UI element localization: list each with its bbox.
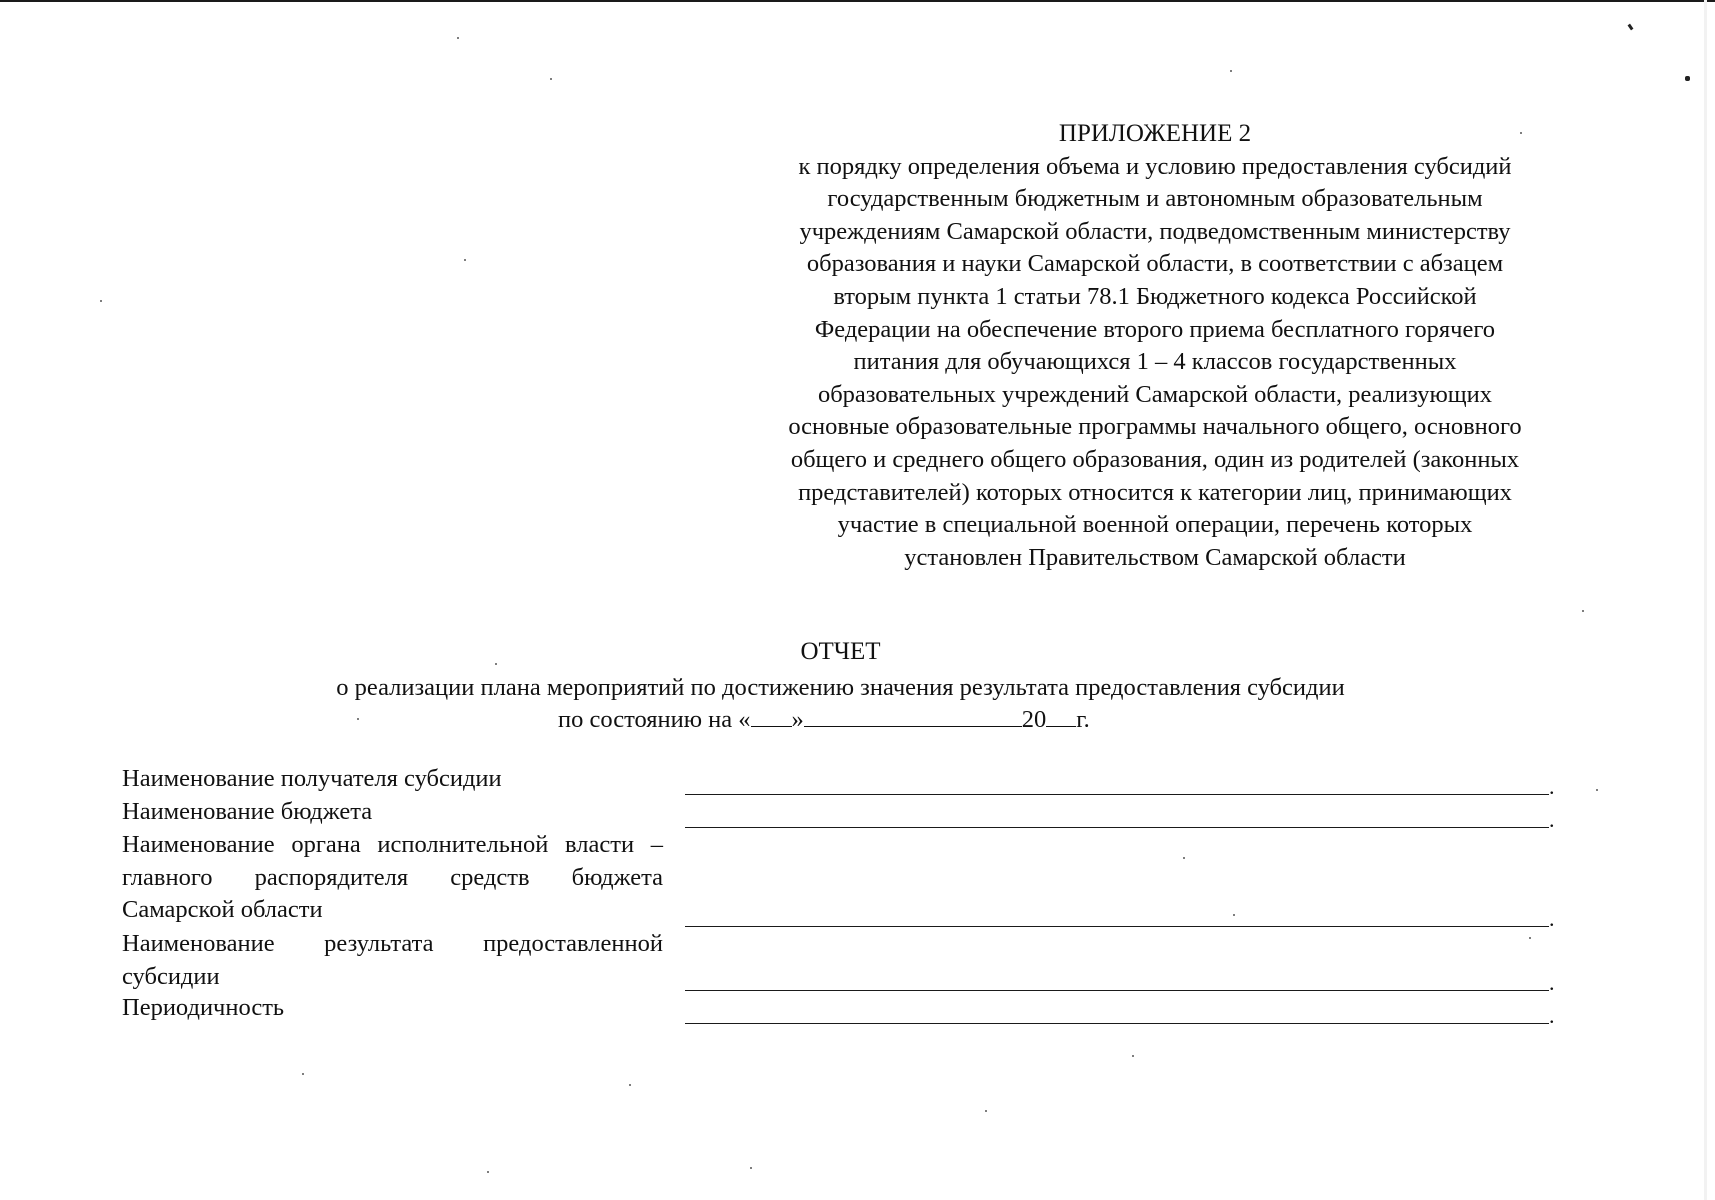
scan-mark bbox=[1628, 24, 1634, 31]
authority-label: Наименование органа исполнительной власти – главного распорядителя средств бюджета Самарской области bbox=[122, 831, 663, 923]
appendix-title: ПРИЛОЖЕНИЕ 2 bbox=[1058, 120, 1252, 147]
report-title: ОТЧЕТ bbox=[800, 638, 881, 665]
appendix-line: образования и науки Самарской области, в соответствии с абзацем bbox=[806, 250, 1504, 278]
appendix-line: участие в специальной военной операции, перечень которых bbox=[837, 511, 1473, 539]
scan-speck bbox=[1132, 1055, 1134, 1057]
scan-speck bbox=[1230, 70, 1232, 72]
scan-mark bbox=[1685, 76, 1690, 81]
appendix-line: учреждениям Самарской области, подведомственным министерству bbox=[799, 217, 1511, 245]
scan-speck bbox=[464, 259, 466, 261]
appendix-line: основные образовательные программы начального общего, основного bbox=[788, 413, 1522, 441]
recipient-label: Наименование получателя субсидии bbox=[122, 765, 502, 792]
authority-fill-line[interactable] bbox=[685, 926, 1549, 927]
appendix-line: представителей) которых относится к категории лиц, принимающих bbox=[798, 478, 1512, 506]
appendix-line: питания для обучающихся 1 – 4 классов государственных bbox=[853, 348, 1457, 376]
scan-speck bbox=[629, 1084, 631, 1086]
authority-line-end: . bbox=[1549, 906, 1555, 931]
scan-speck bbox=[487, 1171, 489, 1173]
periodicity-line-end: . bbox=[1549, 1003, 1555, 1028]
scan-edge bbox=[1704, 0, 1707, 1200]
month-blank[interactable] bbox=[804, 704, 1022, 727]
appendix-line: установлен Правительством Самарской области bbox=[904, 543, 1406, 571]
report-date-line bbox=[558, 704, 1090, 736]
recipient-line-end: . bbox=[1549, 774, 1555, 799]
scan-speck bbox=[1596, 789, 1598, 791]
appendix-line: образовательных учреждений Самарской области, реализующих bbox=[817, 380, 1493, 408]
budget-label: Наименование бюджета bbox=[122, 798, 373, 825]
year-suffix: г. bbox=[1076, 706, 1090, 733]
scan-speck bbox=[302, 1073, 304, 1075]
scan-speck bbox=[985, 1110, 987, 1112]
appendix-header bbox=[700, 118, 1610, 574]
budget-line-end: . bbox=[1549, 807, 1555, 832]
scan-speck bbox=[100, 300, 102, 302]
date-close-quote: » bbox=[791, 706, 804, 733]
appendix-line: вторым пункта 1 статьи 78.1 Бюджетного кодекса Российской bbox=[833, 282, 1477, 310]
result-label: Наименование результата предоставленной субсидии bbox=[122, 930, 663, 990]
appendix-line: государственным бюджетным и автономным образовательным bbox=[827, 185, 1483, 213]
periodicity-fill-line[interactable] bbox=[685, 1023, 1549, 1024]
appendix-line: к порядку определения объема и условию предоставления субсидий bbox=[798, 152, 1512, 180]
periodicity-label: Периодичность bbox=[122, 994, 285, 1021]
page-top-edge bbox=[0, 0, 1715, 2]
scan-speck bbox=[1233, 914, 1235, 916]
result-line-end: . bbox=[1549, 970, 1555, 995]
scan-speck bbox=[1183, 857, 1185, 859]
result-fill-line[interactable] bbox=[685, 990, 1549, 991]
year-blank[interactable] bbox=[1046, 704, 1076, 727]
budget-fill-line[interactable] bbox=[685, 827, 1549, 828]
day-blank[interactable] bbox=[751, 704, 792, 727]
year-prefix: 20 bbox=[1021, 706, 1047, 733]
scan-speck bbox=[1529, 937, 1531, 939]
scan-speck bbox=[1520, 132, 1522, 134]
date-prefix: по состоянию на « bbox=[558, 706, 751, 733]
report-subtitle: о реализации плана мероприятий по достижению значения результата предоставления субсидии bbox=[336, 674, 1345, 701]
scan-speck bbox=[357, 718, 359, 720]
scan-speck bbox=[1582, 610, 1584, 612]
recipient-fill-line[interactable] bbox=[685, 794, 1549, 795]
appendix-line: Федерации на обеспечение второго приема бесплатного горячего bbox=[814, 315, 1496, 343]
appendix-line: общего и среднего общего образования, один из родителей (законных bbox=[790, 445, 1520, 473]
scan-speck bbox=[550, 78, 552, 80]
scan-speck bbox=[457, 37, 459, 39]
scan-speck bbox=[495, 663, 497, 665]
scan-speck bbox=[750, 1167, 752, 1169]
